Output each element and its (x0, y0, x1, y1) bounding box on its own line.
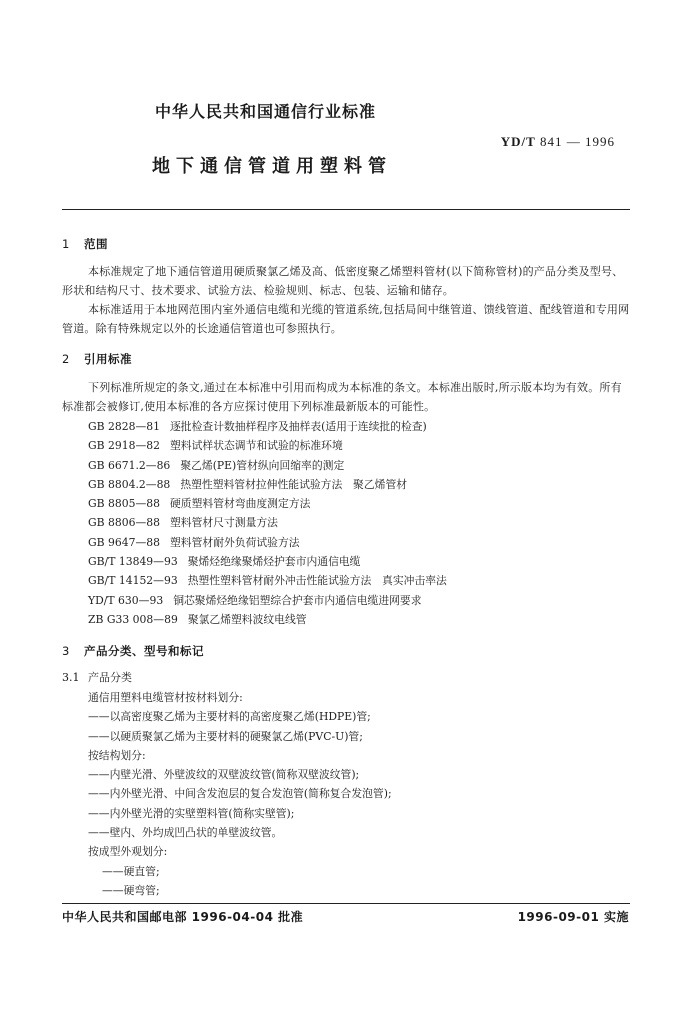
classification-line: ——内外壁光滑、中间含发泡层的复合发泡管(简称复合发泡管); (88, 787, 392, 801)
classification-line: ——内壁光滑、外壁波纹的双壁波纹管(简称双壁波纹管); (88, 768, 360, 782)
section-2-heading (62, 351, 132, 367)
reference-item (88, 610, 447, 629)
section-1-number: 1 (62, 237, 70, 251)
top-divider (62, 209, 630, 210)
code-separator: — (566, 134, 581, 149)
reference-code: GB 8805—88 (88, 497, 161, 511)
reference-title: 塑料试样状态调节和试验的标准环境 (170, 439, 343, 453)
classification-line: ——以硬质聚氯乙烯为主要材料的硬聚氯乙烯(PVC-U)管; (88, 729, 363, 743)
section-3-title: 产品分类、型号和标记 (84, 644, 204, 658)
effective-date: 1996-09-01 实施 (517, 910, 629, 924)
subsection-title: 产品分类 (88, 671, 132, 684)
reference-code: GB 8806—88 (88, 516, 161, 530)
classification-line: ——硬直管; (102, 864, 160, 878)
classification-line: ——以高密度聚乙烯为主要材料的高密度聚乙烯(HDPE)管; (88, 710, 371, 724)
reference-title: 热塑性塑料管材拉伸性能试验方法 聚乙烯管材 (180, 477, 408, 491)
reference-item (88, 591, 447, 610)
reference-code: GB 6671.2—86 (88, 458, 171, 472)
reference-item (88, 456, 447, 475)
section-1-paragraph-1: 本标准规定了地下通信管道用硬质聚氯乙烯及高、低密度聚乙烯塑料管材(以下简称管材)的产品分类及型号、形状和结构尺寸、技术要求、试验方法、检验规则、标志、包装、运输和储存。 (62, 265, 624, 297)
subsection-3-1-heading (62, 669, 132, 685)
reference-item (88, 475, 447, 494)
section-1-title: 范围 (84, 237, 108, 251)
approval-statement: 中华人民共和国邮电部 1996-04-04 批准 (62, 910, 304, 924)
classification-list (88, 688, 392, 900)
section-2-title: 引用标准 (84, 352, 132, 366)
reference-title: 聚烯烃绝缘聚烯烃护套市内通信电缆 (187, 555, 361, 569)
reference-title: 塑料管材耐外负荷试验方法 (170, 535, 300, 549)
code-prefix: YD/T (500, 134, 536, 149)
reference-list (88, 417, 447, 629)
reference-item (88, 417, 447, 436)
section-3-number: 3 (62, 644, 70, 658)
section-2-number: 2 (62, 352, 70, 366)
reference-code: GB 2828—81 (88, 420, 161, 433)
subsection-number: 3.1 (62, 671, 80, 684)
section-2-intro: 下列标准所规定的条文,通过在本标准中引用而构成为本标准的条文。本标准出版时,所示版本均为有效。所有标准都会被修订,使用本标准的各方应探讨使用下列标准最新版本的可能性。 (62, 381, 622, 413)
classification-line: ——硬弯管; (102, 883, 160, 897)
reference-title: 热塑性塑料管材耐外冲击性能试验方法 真实冲击率法 (187, 574, 447, 588)
page-title: 地下通信管道用塑料管 (152, 156, 392, 177)
reference-title: 聚乙烯(PE)管材纵向回缩率的测定 (180, 458, 345, 472)
section-1-heading (62, 236, 108, 252)
standard-code (501, 134, 615, 150)
reference-title: 聚氯乙烯塑料波纹电线管 (187, 612, 307, 626)
organization-header: 中华人民共和国通信行业标准 (155, 102, 377, 121)
reference-title: 硬质塑料管材弯曲度测定方法 (170, 497, 311, 511)
reference-title: 塑料管材尺寸测量方法 (170, 516, 278, 530)
section-3-heading (62, 643, 204, 659)
reference-item (88, 533, 447, 552)
classification-line: ——壁内、外均成凹凸状的单壁波纹管。 (88, 826, 283, 840)
classification-line: 按成型外观划分: (88, 845, 168, 859)
code-number: 841 (540, 134, 563, 149)
reference-item (88, 571, 447, 590)
reference-title: 铜芯聚烯烃绝缘铝塑综合护套市内通信电缆进网要求 (173, 593, 422, 607)
reference-code: GB 9647—88 (88, 535, 161, 549)
reference-item (88, 513, 447, 532)
reference-item (88, 494, 447, 513)
classification-line: 按结构划分: (88, 748, 146, 762)
reference-code: GB/T 13849—93 (88, 555, 178, 569)
reference-title: 逐批检查计数抽样程序及抽样表(适用于连续批的检查) (170, 420, 427, 433)
classification-line: ——内外壁光滑的实壁塑料管(简称实壁管); (88, 806, 295, 820)
reference-code: YD/T 630—93 (88, 593, 164, 607)
section-1-paragraph-2: 本标准适用于本地网范围内室外通信电缆和光缆的管道系统,包括局间中继管道、馈线管道、配线管道和专用网管道。除有特殊规定以外的长途通信管道也可参照执行。 (62, 303, 630, 335)
reference-code: GB/T 14152—93 (88, 574, 178, 588)
bottom-divider (62, 903, 630, 904)
classification-line: 通信用塑料电缆管材按材料划分: (88, 691, 243, 704)
reference-code: ZB G33 008—89 (88, 612, 178, 626)
reference-item (88, 552, 447, 571)
reference-code: GB 2918—82 (88, 439, 161, 453)
reference-code: GB 8804.2—88 (88, 477, 171, 491)
code-year: 1996 (585, 134, 615, 149)
reference-item (88, 436, 447, 455)
